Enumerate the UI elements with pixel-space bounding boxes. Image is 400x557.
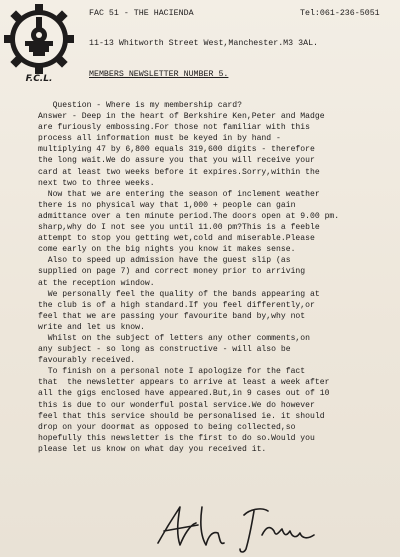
body-line: Also to speed up admission have the guest slip (as (38, 256, 291, 266)
body-line: there is no physical way that 1,000 + people can gain (38, 200, 296, 210)
handwritten-signature (150, 495, 340, 555)
body-line: multiplying 47 by 6,800 equals 319,600 digits - therefore (38, 145, 315, 155)
body-line: that the newsletter appears to arrive at least a week after (38, 378, 330, 388)
body-line: feel that we are passing your favourite band by,why not (38, 311, 306, 321)
body-line: the long wait.We do assure you that you will receive your (38, 156, 315, 166)
body-line: We personally feel the quality of the bands appearing at (38, 289, 320, 299)
body-line: write and let us know. (38, 322, 145, 332)
body-line: come early on the big nights you know it makes sense. (38, 245, 296, 255)
body-line: favourably received. (38, 356, 136, 366)
body-line: all the gigs enclosed have appeared.But,in 9 cases out of 10 (38, 389, 330, 399)
body-line: card at least two weeks before it expires.Sorry,within the (38, 167, 320, 177)
body-line: Whilst on the subject of letters any other comments,on (38, 333, 310, 343)
body-line: any subject - so long as constructive - will also be (38, 345, 291, 355)
header-address: 11-13 Whitworth Street West,Manchester.M3 3AL. (89, 39, 319, 48)
fcl-logo (3, 3, 75, 83)
body-line: Answer - Deep in the heart of Berkshire Ken,Peter and Madge (38, 112, 325, 122)
header-title: FAC 51 - THE HACIENDA (89, 9, 194, 18)
body-line: please let us know on what day you received it. (38, 444, 267, 454)
body-line: this is due to our wonderful postal service.We do however (38, 400, 315, 410)
body-line: supplied on page 7) and correct money prior to arriving (38, 267, 306, 277)
body-line: sharp,why do I not see you until 11.00 pm?This is a feeble (38, 223, 320, 233)
body-line: the club is of a high standard.If you feel differently,or (38, 300, 315, 310)
body-line: feel that this service should be personalised ie. it should (38, 411, 325, 421)
body-line: process all information must be keyed in by hand - (38, 134, 281, 144)
body-line: at the reception window. (38, 278, 155, 288)
body-line: To finish on a personal note I apologize for the fact (38, 367, 306, 377)
body-line: admittance over a ten minute period.The doors open at 9.00 pm. (38, 211, 340, 221)
body-line: Now that we are entering the season of inclement weather (38, 189, 320, 199)
body-line: are furiously embossing.For those not familiar with this (38, 123, 310, 133)
body-line: next two to three weeks. (38, 178, 155, 188)
body-line: Question - Where is my membership card? (38, 101, 242, 110)
header-telephone: Tel:061-236-5051 (300, 9, 380, 18)
newsletter-body (38, 100, 398, 455)
body-line: hopefully this newsletter is the first to do so.Would you (38, 433, 315, 443)
body-line: attempt to stop you getting wet,cold and miserable.Please (38, 234, 315, 244)
newsletter-heading: MEMBERS NEWSLETTER NUMBER 5. (89, 70, 229, 79)
logo-label: F.C.L. (25, 74, 53, 83)
body-line: drop on your doormat as opposed to being collected,so (38, 422, 296, 432)
factory-cog-icon (3, 3, 75, 83)
